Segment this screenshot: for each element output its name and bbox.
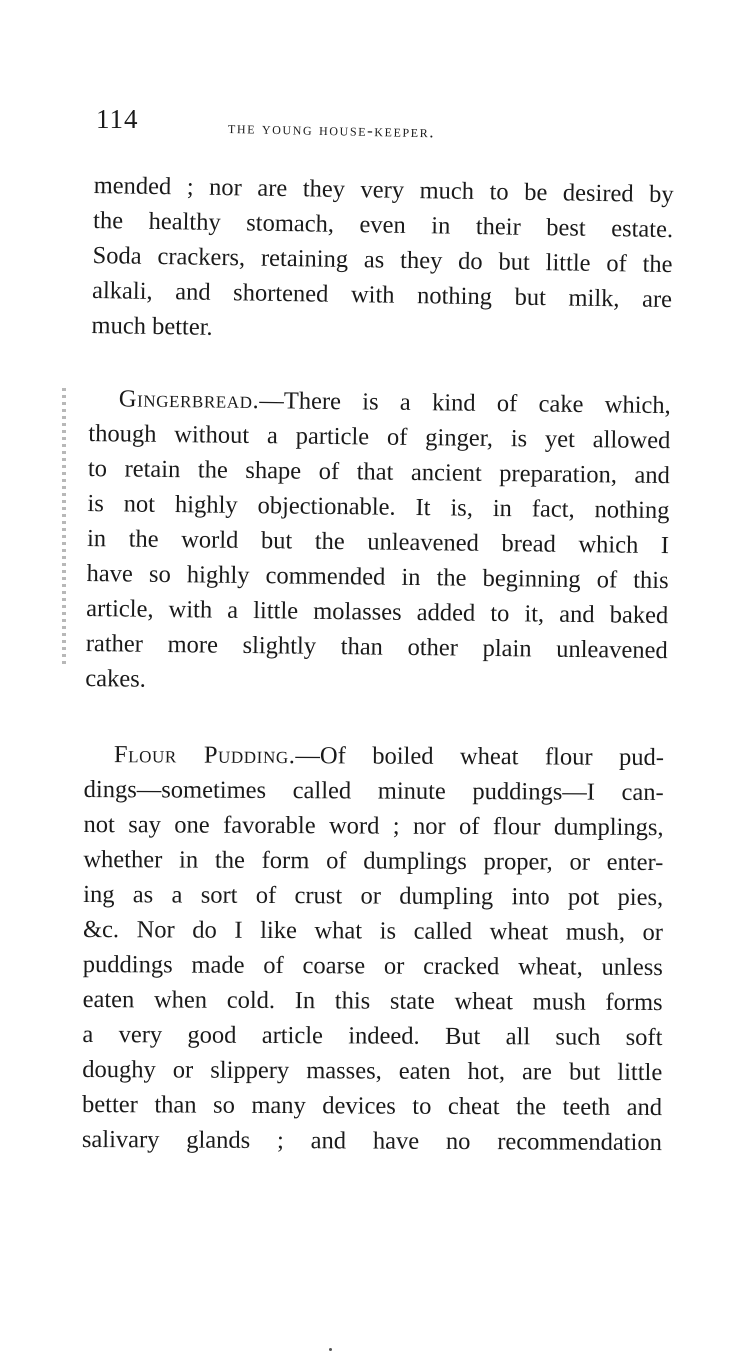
margin-annotation-mark — [62, 388, 66, 664]
page-header — [96, 104, 676, 144]
text-line: whether in the form of dumplings proper, or enter- — [83, 845, 664, 877]
text-run: —There is a kind of cake which, — [259, 387, 671, 420]
text-line: doughy or slippery masses, eaten hot, are but little — [82, 1055, 663, 1087]
text-line: have so highly commended in the beginning of this — [86, 559, 669, 595]
text-line: salivary glands ; and have no recommendation — [81, 1125, 662, 1157]
text-line: a very good article indeed. But all such soft — [82, 1020, 663, 1052]
paragraph-first-line — [84, 737, 664, 775]
page-number: 114 — [96, 104, 139, 134]
text-line: Soda crackers, retaining as they do but little of the — [92, 241, 673, 279]
text-line: alkali, and shortened with nothing but milk, are — [91, 276, 673, 314]
text-line: though without a particle of ginger, is yet allowed — [88, 419, 671, 455]
text-line: the healthy stomach, even in their best estate. — [92, 206, 674, 244]
section-heading: Flour Pudding. — [113, 741, 296, 770]
text-line: not say one favorable word ; nor of flour dumplings, — [83, 810, 664, 842]
text-line: eaten when cold. In this state wheat mush forms — [82, 985, 663, 1017]
text-line: mended ; nor are they very much to be desired by — [93, 171, 674, 209]
paragraph-flour-pudding — [82, 737, 664, 1160]
text-line: in the world but the unleavened bread which I — [86, 524, 670, 560]
text-line: dings—sometimes called minute puddings—I can- — [83, 775, 664, 807]
running-title: the young house-keeper. — [227, 118, 436, 142]
text-line: to retain the shape of that ancient preparation, and — [87, 454, 671, 490]
ink-speck — [329, 1348, 332, 1351]
text-line: article, with a little molasses added to it, and baked — [86, 594, 669, 630]
section-heading: Gingerbread. — [118, 385, 260, 415]
text-run: —Of boiled wheat flour pud- — [295, 742, 664, 772]
text-line: is not highly objectionable. It is, in fact, nothing — [87, 489, 670, 525]
paragraph-continued — [91, 168, 674, 352]
text-line: rather more slightly than other plain unleavened — [85, 629, 668, 665]
text-line: much better. — [91, 311, 213, 341]
paragraph-gingerbread — [85, 381, 671, 703]
text-line: ing as a sort of crust or dumpling into pot pies, — [83, 880, 664, 912]
text-line: better than so many devices to cheat the teeth and — [82, 1090, 663, 1122]
text-line: &c. Nor do I like what is called wheat mush, or — [82, 915, 664, 947]
text-line: cakes. — [85, 664, 147, 693]
text-line: puddings made of coarse or cracked wheat, unless — [82, 950, 663, 982]
